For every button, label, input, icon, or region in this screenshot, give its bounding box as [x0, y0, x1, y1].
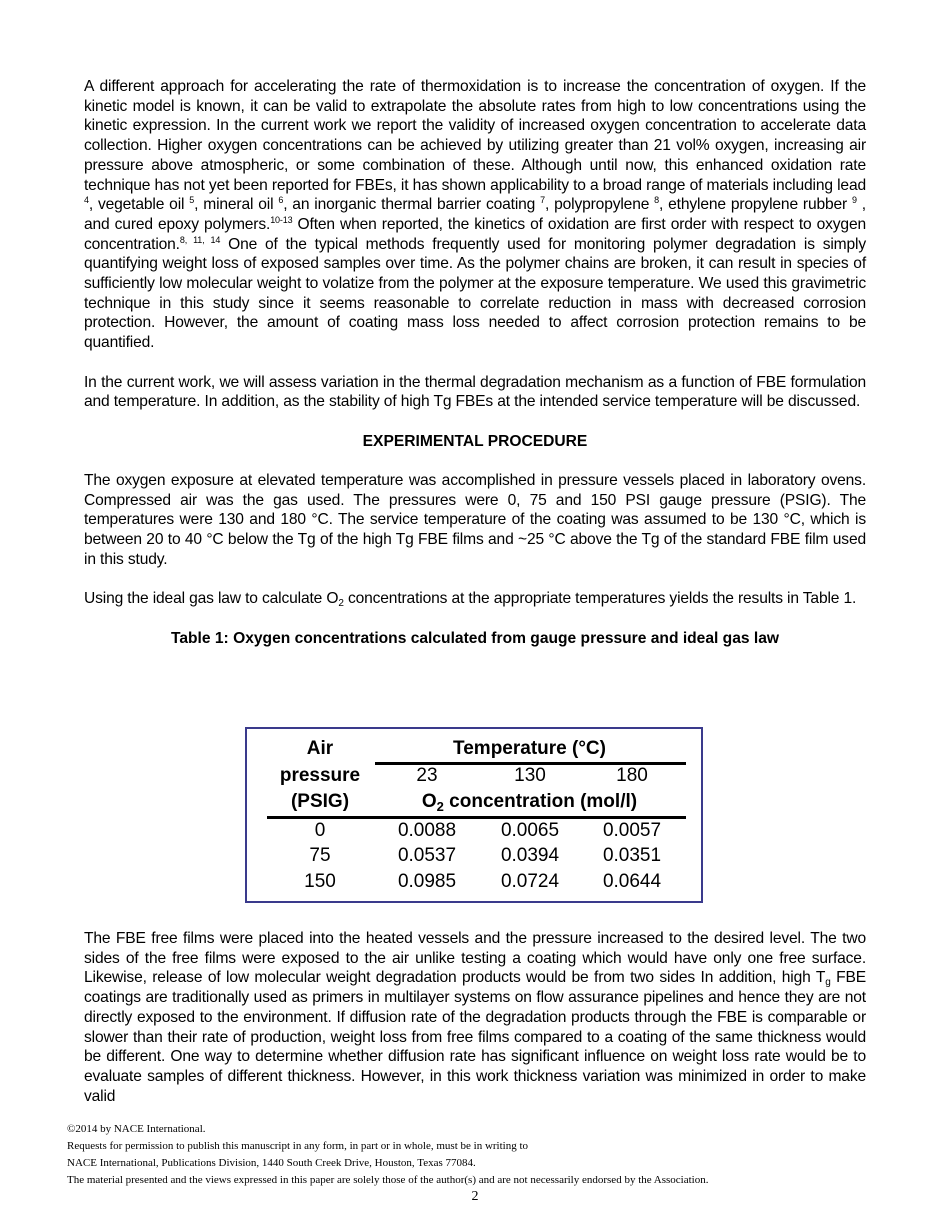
footer-line: Requests for permission to publish this manuscript in any form, in part or in whole, must be in writing to [67, 1140, 529, 1152]
page-body-lower [84, 929, 866, 1126]
row-header-line1: Air [306, 738, 334, 759]
text: FBE coatings are traditionally used as primers in multilayer systems on flow assurance pipelines and hence they are not directly exposed to the environment. If diffusion rate of the degradation products through the FBE is comparable or slower than their rate of production, weight loss from free films compared to a coating of the same thickness would be different. One way to determine whether diffusion rate has significant influence on weight loss rate would be to evaluate samples of different thickness. However, in this work thickness variation was minimized in order to make valid [84, 969, 866, 1105]
subscript: 2 [338, 598, 344, 610]
pressure-cell: 75 [309, 845, 331, 866]
value-cell: 0.0724 [500, 871, 560, 892]
citation-ref: 9 [852, 195, 857, 206]
citation-ref: 10-13 [270, 214, 293, 225]
citation-ref: 7 [540, 195, 545, 206]
temperature-130: 130 [514, 765, 546, 786]
value-cell: 0.0985 [397, 871, 457, 892]
value-cell: 0.0537 [397, 845, 457, 866]
table-caption: Table 1: Oxygen concentrations calculated from gauge pressure and ideal gas law [170, 629, 780, 647]
paragraph-thermoxidation [84, 77, 866, 353]
temperature-180: 180 [616, 765, 648, 786]
copyright-footer [67, 1121, 708, 1189]
text: O [421, 791, 437, 812]
footer-line: ©2014 by NACE International. [67, 1123, 206, 1135]
text: , ethylene propylene rubber [659, 196, 853, 214]
temperature-group-header: Temperature (°C) [453, 738, 606, 759]
citation-ref: 4 [84, 195, 89, 206]
paragraph-current-work: In the current work, we will assess variation in the thermal degradation mechanism as a function of FBE formulation and temperature. In addition, as the stability of high Tg FBEs at the intended service temperature will be discussed. [84, 373, 866, 411]
citation-ref: 5 [189, 195, 195, 206]
oxygen-concentration-table [245, 727, 703, 903]
footer-line: The material presented and the views expressed in this paper are solely those of the author(s) and are not necessarily endorsed by the Association. [67, 1174, 709, 1186]
text: , vegetable oil [88, 196, 190, 214]
temperature-23: 23 [416, 765, 438, 786]
text: concentration (mol/l) [443, 791, 638, 812]
page-number: 2 [471, 1189, 479, 1204]
text: concentrations at the appropriate temperatures yields the results in Table 1. [343, 590, 857, 608]
value-cell: 0.0065 [500, 820, 560, 841]
value-cell: 0.0644 [602, 871, 662, 892]
citation-ref: 6 [278, 195, 284, 206]
text: , polypropylene [544, 196, 655, 214]
footer-line: NACE International, Publications Division, 1440 South Creek Drive, Houston, Texas 77084. [67, 1157, 476, 1169]
value-cell: 0.0057 [602, 820, 662, 841]
pressure-cell: 150 [304, 871, 336, 892]
text: , and cured epoxy polymers. [84, 196, 866, 233]
pressure-cell: 0 [314, 820, 326, 841]
text: The FBE free films were placed into the heated vessels and the pressure increased to the desired level. The two sides of the free films were exposed to the air unlike testing a coating which would have only one free surface. Likewise, release of low molecular weight degradation products would be from two sides In addition, high T [84, 930, 866, 987]
text: Using the ideal gas law to calculate O [84, 590, 339, 608]
unit-label [372, 790, 687, 814]
text: , mineral oil [194, 196, 279, 214]
citation-ref: 8, 11, 14 [179, 234, 221, 245]
value-cell: 0.0088 [397, 820, 457, 841]
subscript: 2 [436, 799, 444, 814]
page-body [84, 77, 866, 648]
value-cell: 0.0394 [500, 845, 560, 866]
paragraph-oxygen-exposure: The oxygen exposure at elevated temperature was accomplished in pressure vessels placed in laboratory ovens. Compressed air was the gas used. The pressures were 0, 75 and 150 PSI gauge pressure (PSIG). The temperatures were 130 and 180 °C. The service temperature of the coating was assumed to be 130 °C, which is between 20 to 40 °C below the Tg of the high Tg FBE films and ~25 °C above the Tg of the standard FBE film used in this study. [84, 472, 866, 568]
citation-ref: 8 [654, 195, 660, 206]
value-cell: 0.0351 [602, 845, 662, 866]
paragraph-ideal-gas [84, 589, 866, 609]
text: Often when reported, the kinetics of oxidation are first order with respect to oxygen concentration. [84, 215, 866, 253]
section-heading: EXPERIMENTAL PROCEDURE [362, 432, 588, 450]
row-header-line2: pressure [279, 765, 361, 786]
text: A different approach for accelerating the rate of thermoxidation is to increase the concentration of oxygen. If the kinetic model is known, it can be valid to extrapolate the absolute rates from high to low concentrations using the kinetic expression. In the current work we report the validity of increased oxygen concentration to accelerate data collection. Higher oxygen concentrations can be achieved by utilizing greater than 21 vol% oxygen, increasing air pressure above atmospheric, or some combination of these. Although until now, this enhanced oxidation rate technique has not yet been reported for FBEs, it has shown applicability to a broad range of materials including lead [84, 78, 866, 194]
text: One of the typical methods frequently used for monitoring polymer degradation is simply quantifying weight loss of exposed samples over time. As the polymer chains are broken, it can result in species of sufficiently low molecular weight to volatize from the polymer at the exposure temperature. We used this gravimetric technique in this study since it seems reasonable to correlate reduction in mass with decreased corrosion protection. However, the amount of coating mass loss needed to affect corrosion protection remains to be quantified. [84, 235, 866, 352]
paragraph-free-films [84, 929, 866, 1106]
subscript: g [825, 977, 831, 989]
row-header-line3: (PSIG) [290, 791, 350, 812]
text: , an inorganic thermal barrier coating [283, 196, 541, 214]
